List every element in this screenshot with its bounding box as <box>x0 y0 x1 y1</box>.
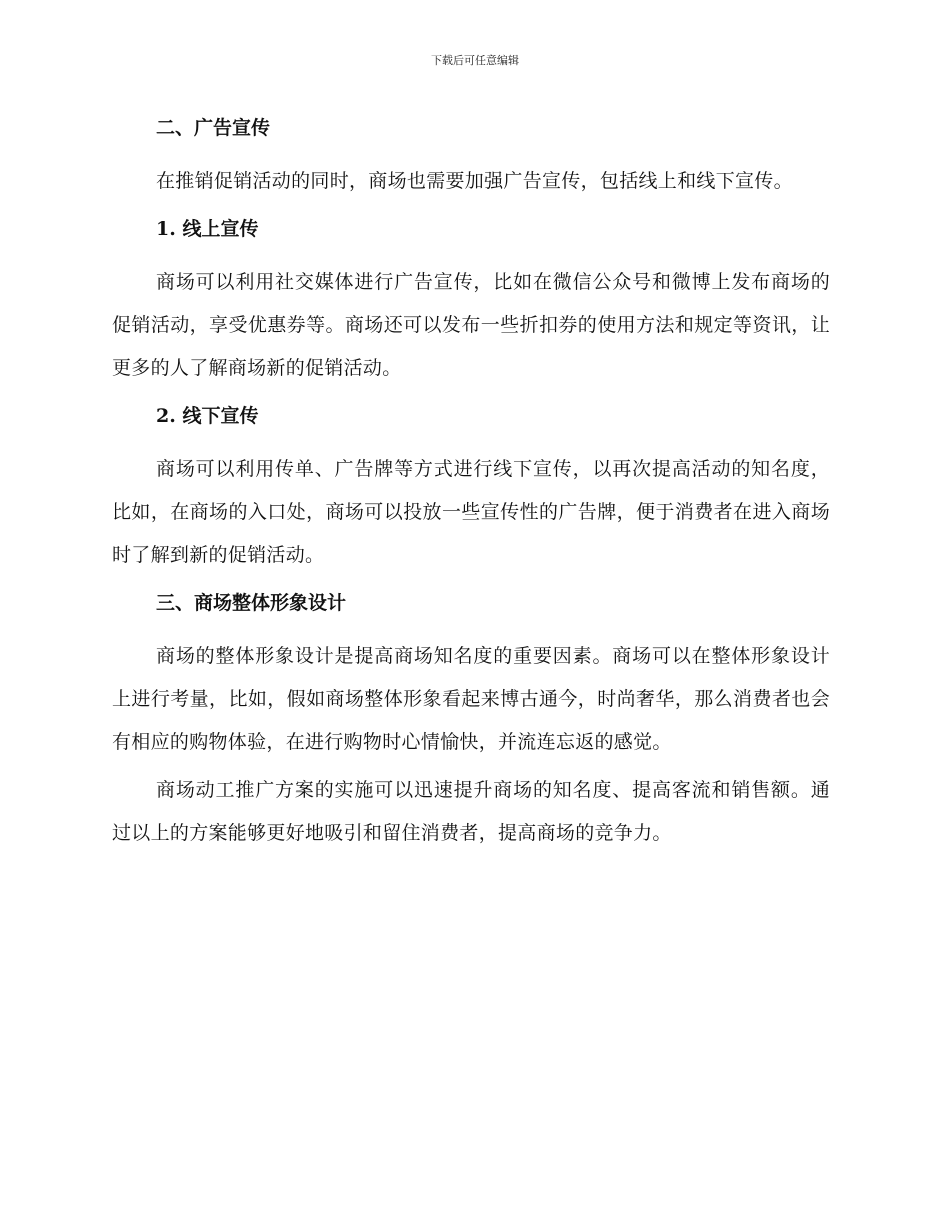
subheading-online-promotion: 1. 线上宣传 <box>156 218 259 240</box>
paragraph-online-promotion: 商场可以利用社交媒体进行广告宣传，比如在微信公众号和微博上发布商场的促销活动，享受优惠券等。商场还可以发布一些折扣券的使用方法和规定等资讯，让更多的人了解商场新的促销活动。 <box>112 271 830 379</box>
paragraph-advertising-intro: 在推销促销活动的同时，商场也需要加强广告宣传，包括线上和线下宣传。 <box>156 170 793 192</box>
paragraph-image-design: 商场的整体形象设计是提高商场知名度的重要因素。商场可以在整体形象设计上进行考量，比如，假如商场整体形象看起来博古通今，时尚奢华，那么消费者也会有相应的购物体验，在进行购物时心情愉快，并流连忘返的感觉。 <box>112 645 830 753</box>
document-body <box>112 112 830 855</box>
section-heading-image-design: 三、商场整体形象设计 <box>156 592 347 614</box>
paragraph-conclusion: 商场动工推广方案的实施可以迅速提升商场的知名度、提高客流和销售额。通过以上的方案能够更好地吸引和留住消费者，提高商场的竞争力。 <box>112 779 830 844</box>
section-heading-advertising: 二、广告宣传 <box>156 117 271 139</box>
page-header: 下载后可任意编辑 <box>431 54 519 67</box>
paragraph-offline-promotion: 商场可以利用传单、广告牌等方式进行线下宣传，以再次提高活动的知名度，比如，在商场的入口处，商场可以投放一些宣传性的广告牌，便于消费者在进入商场时了解到新的促销活动。 <box>112 458 830 566</box>
subheading-offline-promotion: 2. 线下宣传 <box>156 405 259 427</box>
